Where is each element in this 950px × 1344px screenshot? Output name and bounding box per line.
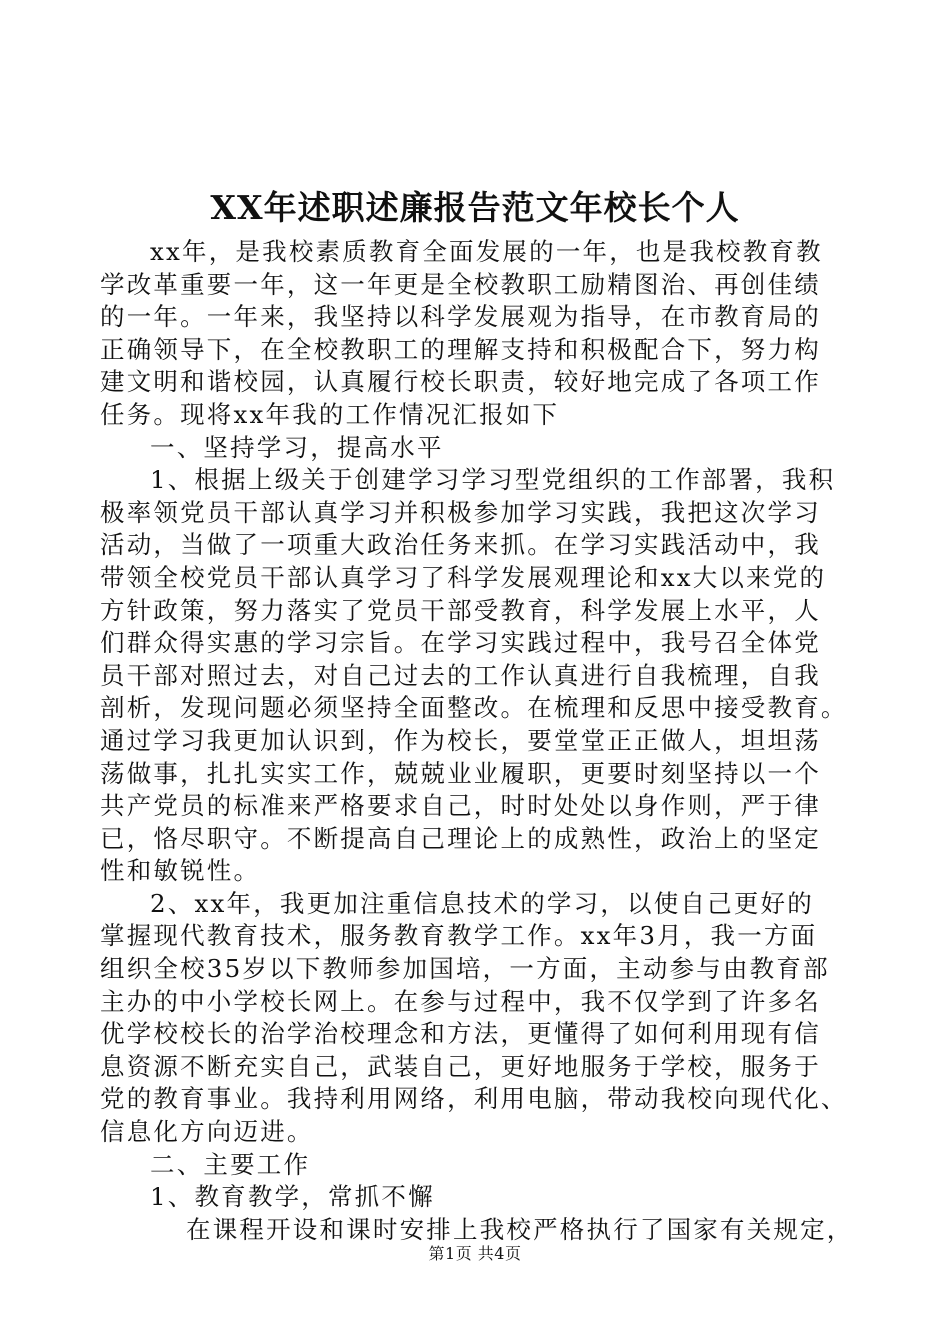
paragraph-line: 在课程开设和课时安排上我校严格执行了国家有关规定， (186, 1214, 854, 1244)
document-body (100, 236, 860, 1246)
paragraph-line: 2、xx年，我更加注重信息技术的学习，以使自己更好的 (150, 888, 814, 918)
paragraph-line: 员干部对照过去，对自己过去的工作认真进行自我梳理，自我 (100, 660, 821, 690)
paragraph-line: 性和敏锐性。 (100, 856, 261, 886)
paragraph-line: 党的教育事业。我持利用网络，利用电脑，带动我校向现代化、 (100, 1084, 848, 1114)
paragraph-line: 荡做事，扎扎实实工作，兢兢业业履职，更要时刻坚持以一个 (100, 758, 821, 788)
paragraph-line: xx年，是我校素质教育全面发展的一年，也是我校教育教 (150, 237, 823, 266)
paragraph-line: 方针政策，努力落实了党员干部受教育，科学发展上水平，人 (100, 595, 821, 625)
paragraph-line: 息资源不断充实自己，武装自己，更好地服务于学校，服务于 (100, 1051, 821, 1081)
paragraph-line: 掌握现代教育技术，服务教育教学工作。xx年3月，我一方面 (100, 921, 818, 951)
paragraph-line: 1、根据上级关于创建学习学习型党组织的工作部署，我积 (150, 465, 836, 495)
page-number: 第1页 共4页 (428, 1244, 522, 1263)
paragraph-line: 们群众得实惠的学习宗旨。在学习实践过程中，我号召全体党 (100, 628, 821, 658)
document-title: XX年述职述廉报告范文年校长个人 (210, 188, 740, 227)
subsection-heading: 1、教育教学，常抓不懈 (150, 1182, 435, 1212)
paragraph-line: 剖析，发现问题必须坚持全面整改。在梳理和反思中接受教育。 (100, 693, 848, 723)
paragraph-line: 主办的中小学校长网上。在参与过程中，我不仅学到了许多名 (100, 986, 821, 1016)
section-heading: 二、主要工作 (150, 1149, 311, 1179)
paragraph-line: 极率领党员干部认真学习并积极参加学习实践，我把这次学习 (100, 497, 821, 527)
paragraph-line: 组织全校35岁以下教师参加国培，一方面，主动参与由教育部 (100, 954, 830, 984)
paragraph-line: 带领全校党员干部认真学习了科学发展观理论和xx大以来党的 (100, 562, 827, 592)
paragraph-line: 学改革重要一年，这一年更是全校教职工励精图治、再创佳绩 (100, 269, 821, 299)
paragraph-line: 建文明和谐校园，认真履行校长职责，较好地完成了各项工作 (100, 367, 821, 397)
section-heading: 一、坚持学习，提高水平 (150, 432, 444, 462)
paragraph-line: 的一年。一年来，我坚持以科学发展观为指导，在市教育局的 (100, 302, 821, 332)
paragraph-line: 已，恪尽职守。不断提高自己理论上的成熟性，政治上的坚定 (100, 823, 821, 853)
paragraph-line: 优学校校长的治学治校理念和方法，更懂得了如何利用现有信 (100, 1019, 821, 1049)
paragraph-line: 信息化方向迈进。 (100, 1117, 314, 1147)
paragraph-line: 正确领导下，在全校教职工的理解支持和积极配合下，努力构 (100, 334, 821, 364)
paragraph-line: 共产党员的标准来严格要求自己，时时处处以身作则，严于律 (100, 791, 821, 821)
paragraph-line: 任务。现将xx年我的工作情况汇报如下 (100, 399, 560, 429)
paragraph-line: 活动，当做了一项重大政治任务来抓。在学习实践活动中，我 (100, 530, 821, 560)
paragraph-line: 通过学习我更加认识到，作为校长，要堂堂正正做人，坦坦荡 (100, 725, 821, 755)
